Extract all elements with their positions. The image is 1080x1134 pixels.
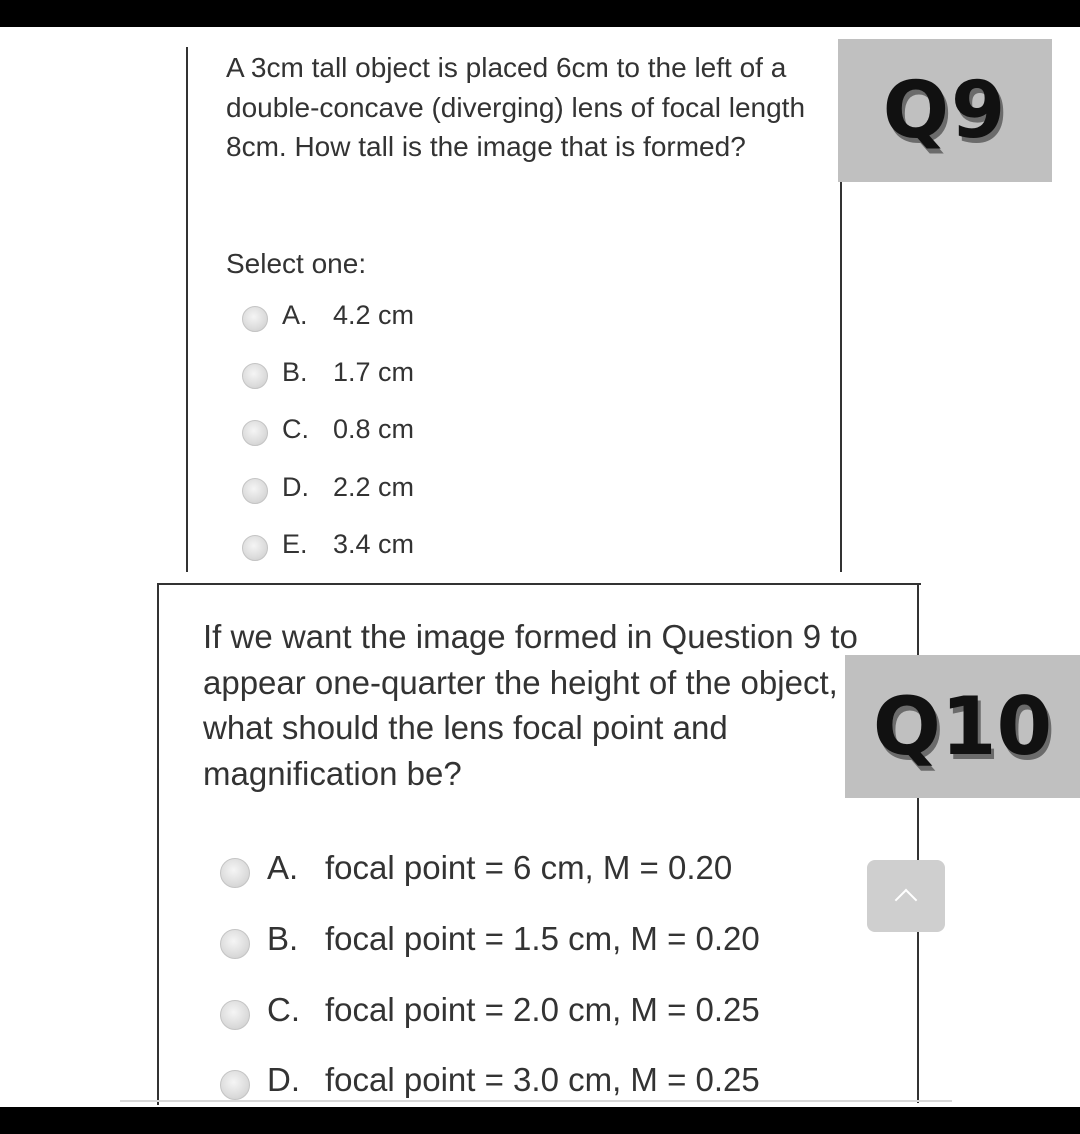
radio-button[interactable] (242, 306, 268, 332)
q9-option-e[interactable] (242, 524, 415, 564)
q9-option-a[interactable] (242, 295, 415, 335)
option-text: 4.2 cm (333, 299, 415, 330)
option-letter: C. (282, 413, 309, 444)
option-letter: B. (282, 356, 308, 387)
radio-button[interactable] (242, 478, 268, 504)
q9-option-d[interactable] (242, 467, 415, 507)
radio-button[interactable] (220, 929, 250, 959)
q9-badge-label: Q9 (882, 65, 1008, 156)
option-letter: D. (282, 471, 309, 502)
option-text: focal point = 1.5 cm, M = 0.20 (325, 920, 760, 957)
q10-badge (845, 655, 1080, 798)
option-text: 3.4 cm (333, 528, 415, 559)
option-letter: D. (267, 1061, 300, 1098)
option-text: 1.7 cm (333, 356, 415, 387)
option-text: 2.2 cm (333, 471, 415, 502)
radio-button[interactable] (220, 1070, 250, 1100)
option-letter: B. (267, 920, 299, 957)
option-letter: E. (282, 528, 308, 559)
option-text: focal point = 6 cm, M = 0.20 (325, 849, 733, 886)
q9-question-text: A 3cm tall object is placed 6cm to the left of a double-concave (diverging) lens of focal length 8cm. How tall is the image that is formed? (226, 52, 806, 162)
q10-badge-label: Q10 (872, 680, 1053, 773)
q10-right-border-top (917, 583, 919, 655)
option-letter: A. (282, 299, 308, 330)
q9-badge (838, 39, 1052, 182)
q10-option-b[interactable] (220, 915, 760, 963)
q9-left-border (186, 47, 188, 572)
radio-button[interactable] (242, 363, 268, 389)
option-letter: C. (267, 991, 300, 1028)
option-text: 0.8 cm (333, 413, 415, 444)
chevron-up-icon (895, 889, 918, 912)
radio-button[interactable] (242, 420, 268, 446)
radio-button[interactable] (220, 1000, 250, 1030)
q10-question-text: If we want the image formed in Question 9 to appear one-quarter the height of the object, what should the lens focal point and magnification be? (203, 618, 858, 792)
q9-option-c[interactable] (242, 409, 415, 449)
radio-button[interactable] (220, 858, 250, 888)
bottom-black-bar (0, 1107, 1080, 1134)
q9-right-border (840, 180, 842, 572)
top-black-bar (0, 0, 1080, 27)
q10-right-border-bottom (917, 798, 919, 1103)
scroll-to-top-button[interactable] (867, 860, 945, 932)
q10-option-c[interactable] (220, 986, 760, 1034)
option-text: focal point = 3.0 cm, M = 0.25 (325, 1061, 760, 1098)
option-text: focal point = 2.0 cm, M = 0.25 (325, 991, 760, 1028)
q10-option-d[interactable] (220, 1056, 760, 1104)
select-one-label: Select one: (226, 248, 367, 279)
q9-option-b[interactable] (242, 352, 415, 392)
radio-button[interactable] (242, 535, 268, 561)
option-letter: A. (267, 849, 299, 886)
q10-option-a[interactable] (220, 844, 733, 892)
